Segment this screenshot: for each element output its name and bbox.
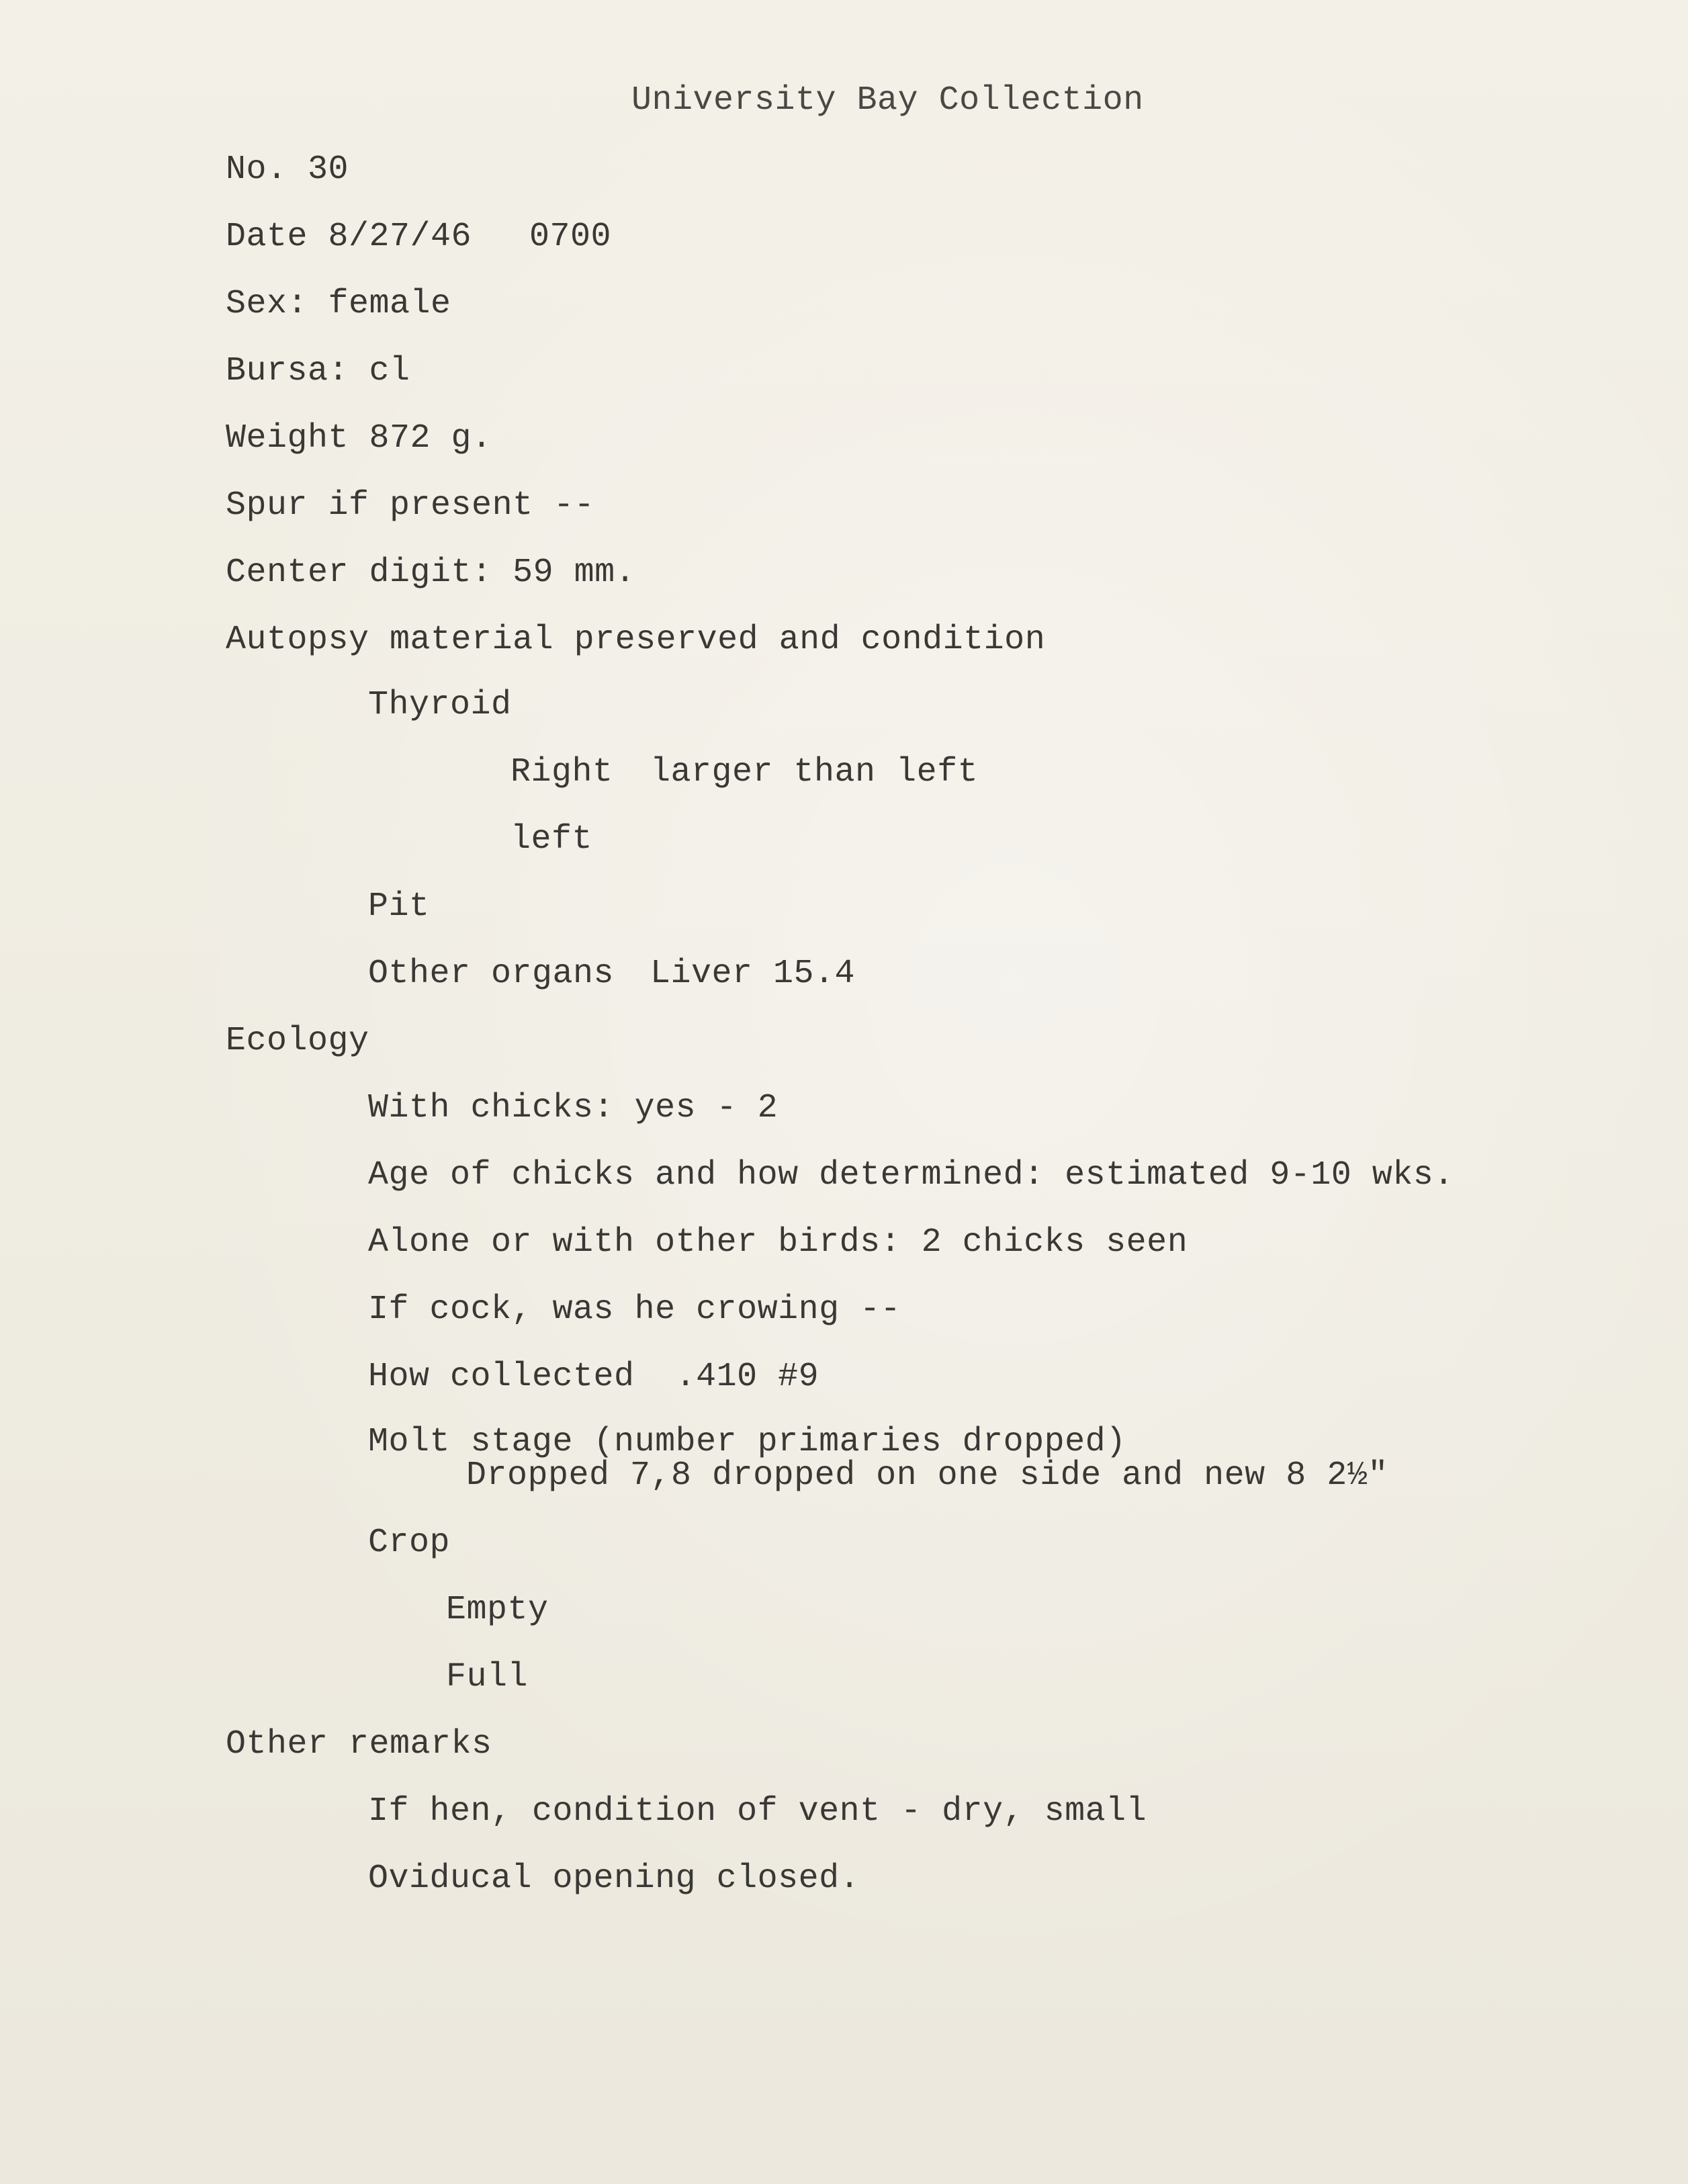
autopsy-heading: Autopsy material preserved and condition xyxy=(226,621,1046,659)
age-of-chicks-field: Age of chicks and how determined: estimated 9-10 wks. xyxy=(368,1156,1454,1194)
alone-or-with-field: Alone or with other birds: 2 chicks seen xyxy=(368,1223,1188,1262)
other-remarks-heading: Other remarks xyxy=(226,1725,492,1763)
thyroid-label: Thyroid xyxy=(368,686,512,724)
oviducal-field: Oviducal opening closed. xyxy=(368,1860,860,1898)
with-chicks-field: With chicks: yes - 2 xyxy=(368,1089,779,1127)
weight-field: Weight 872 g. xyxy=(226,419,492,457)
sex-field: Sex: female xyxy=(226,285,451,323)
how-collected-field: How collected .410 #9 xyxy=(368,1358,819,1396)
molt-stage-detail: Dropped 7,8 dropped on one side and new 8 2½" xyxy=(466,1456,1388,1495)
thyroid-left-label: left xyxy=(510,820,593,859)
crop-empty-label: Empty xyxy=(446,1591,549,1629)
thyroid-right-note: larger than left xyxy=(650,753,979,791)
if-cock-field: If cock, was he crowing -- xyxy=(368,1291,901,1329)
collection-title: University Bay Collection xyxy=(631,81,1144,120)
other-organs-label: Other organs xyxy=(368,955,615,993)
hen-condition-field: If hen, condition of vent - dry, small xyxy=(368,1792,1147,1831)
specimen-number: No. 30 xyxy=(226,150,349,189)
center-digit-field: Center digit: 59 mm. xyxy=(226,554,636,592)
thyroid-right-label: Right xyxy=(510,753,613,791)
spur-field: Spur if present -- xyxy=(226,486,595,525)
crop-full-label: Full xyxy=(446,1658,529,1696)
bursa-field: Bursa: cl xyxy=(226,352,410,390)
molt-stage-field: Molt stage (number primaries dropped) xyxy=(368,1423,1126,1461)
crop-label: Crop xyxy=(368,1524,451,1562)
other-organs-value: Liver 15.4 xyxy=(650,955,856,993)
ecology-heading: Ecology xyxy=(226,1022,369,1060)
collection-date: Date 8/27/46 xyxy=(226,218,472,256)
pit-label: Pit xyxy=(368,887,430,926)
collection-time: 0700 xyxy=(529,218,612,256)
